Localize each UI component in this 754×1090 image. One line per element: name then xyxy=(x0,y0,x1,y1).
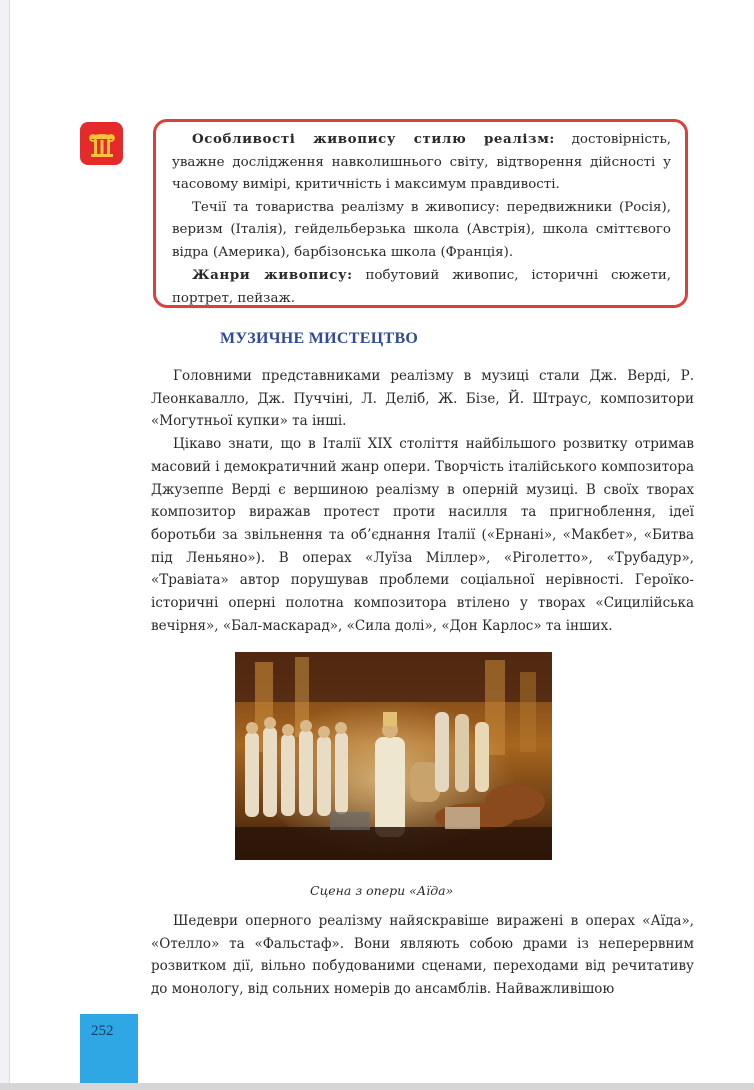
realism-features xyxy=(172,128,671,197)
realism-label: Особливості живопису стилю реалізм: xyxy=(192,131,555,147)
realism-text: достовірність, уважне дослідження навколишнього світу, відтворення дійсності у часовому вимірі, критичність і максимум правдивості. xyxy=(172,132,671,192)
painting-genres xyxy=(172,264,671,310)
column-icon xyxy=(80,122,123,165)
figure-caption: Сцена з опери «Аїда» xyxy=(310,883,454,898)
info-box-realism xyxy=(153,119,688,308)
paragraph-representatives: Головними представниками реалізму в музиці стали Дж. Верді, Р. Леонкавалло, Дж. Пуччіні, Л. Деліб, Ж. Бізе, Й. Штраус, композитори «Могутньої купки» та інші. xyxy=(151,368,694,430)
page-bottom-edge xyxy=(0,1083,754,1090)
realism-currents: Течії та товариства реалізму в живопису: передвижники (Росія), веризм (Італія), гейдельберзька школа (Австрія), школа сміттєвого відра (Америка), барбізонська школа (Франція). xyxy=(172,199,671,260)
section-heading: МУЗИЧНЕ МИСТЕЦТВО xyxy=(220,330,419,347)
paragraph-verdi: Цікаво знати, що в Італії XIX століття найбільшого розвитку отримав масовий і демократичний жанр опери. Творчість італійського композитора Джузеппе Верді є вершиною реалізму в оперній музиці. В своїх творах композитор виражав протест проти насилля та пригноблення, ідеї боротьби за звільнення та об’єднання Італії («Ернані», «Макбет», «Битва під Леньяно»). В операх «Луїза Міллер», «Ріголетто», «Трубадур», «Травіата» автор порушував проблеми соціальної нерівності. Героїко-історичні оперні полотна композитора втілено у творах «Сицилійська вечірня», «Бал-маскарад», «Сила долі», «Дон Карлос» та інших. xyxy=(151,436,694,634)
paragraph-masterpieces: Шедеври оперного реалізму найяскравіше виражені в операх «Аїда», «Отелло» та «Фальстаф». Вони являють собою драми із неперервним розвитком дії, вільно побудованими сценами, переходами від речитативу до монологу, від сольних номерів до ансамблів. Найважливішою xyxy=(151,913,694,998)
genres-label: Жанри живопису: xyxy=(192,267,353,283)
page-number: 252 xyxy=(91,1023,114,1039)
opera-scene-photo xyxy=(235,652,552,860)
page-left-margin xyxy=(0,0,10,1090)
body-text-lower xyxy=(151,910,694,1001)
genres-text: побутовий живопис, історичні сюжети, портрет, пейзаж. xyxy=(172,268,672,306)
body-text-upper xyxy=(151,365,694,637)
